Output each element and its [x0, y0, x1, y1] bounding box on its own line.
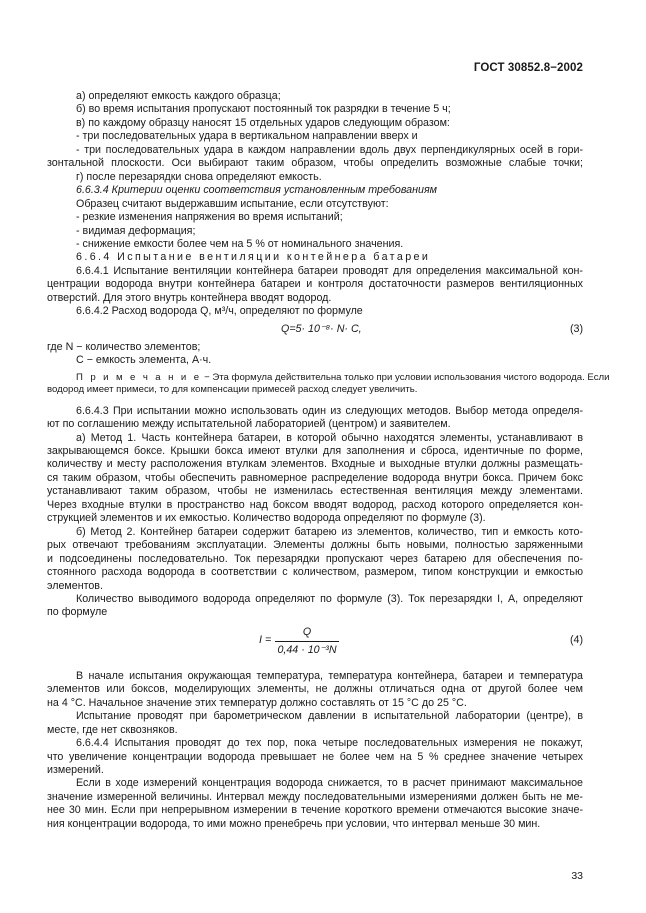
text-line: что увеличение концентрации водорода превышает не более чем на 5 % среднее значение четырех — [47, 750, 583, 763]
formula-3 — [47, 323, 583, 338]
section-heading: 6.6.4 Испытание вентиляции контейнера батареи — [76, 251, 431, 264]
text-line: C − емкость элемента, А·ч. — [76, 354, 212, 367]
text-line: г) после перезарядки снова определяют емкость. — [76, 170, 322, 183]
text-line: а) Метод 1. Часть контейнера батареи, в которой обычно находятся элементы, устанавливают в — [76, 431, 583, 444]
text-line: зонтальной плоскости. Оси выбирают таким образом, чтобы определить возможные слабые точки; — [47, 157, 583, 170]
page-number: 33 — [571, 870, 583, 882]
section-heading: 6.6.3.4 Критерии оценки соответствия установленным требованиям — [76, 184, 437, 197]
formula-4 — [47, 626, 583, 660]
formula-3-expression: Q=5· 10⁻⁸· N· C, — [281, 322, 362, 335]
text-line: - резкие изменения напряжения во время испытаний; — [76, 211, 343, 224]
document-number: ГОСТ 30852.8−2002 — [473, 62, 583, 74]
text-line: струкцией элементов и их емкостью. Количество водорода определяют по формуле (3). — [47, 512, 486, 525]
text-line: Количество выводимого водорода определяют по формуле (3). Ток перезарядки I, А, определяют — [76, 592, 583, 605]
text-line: ся таким образом, чтобы обеспечить равномерное распределение водорода внутри бокса. Причем бокс — [47, 471, 583, 484]
text-line: 6.6.4.3 При испытании можно использовать один из следующих методов. Выбор метода определя- — [76, 404, 583, 417]
text-line: измерений. — [47, 764, 104, 777]
text-line: 6.6.4.1 Испытание вентиляции контейнера батареи проводят для определения максимальной кон- — [76, 264, 583, 277]
text-line: 6.6.4.2 Расход водорода Q, м³/ч, определяют по формуле — [76, 305, 363, 318]
formula-4-lhs: I = — [259, 633, 272, 646]
text-line: - три последовательных удара в вертикальном направлении вверх и — [76, 130, 418, 143]
text-line: элементов. — [47, 579, 103, 592]
text-line: значение измеренной величины. Интервал между последовательными измерениями должен быть не ме- — [47, 790, 583, 803]
text-line: 6.6.4.4 Испытания проводят до тех пор, пока четыре последовательных измерения не покажут, — [76, 737, 583, 750]
text-line: элементов или боксов, моделирующих элементы, не должны отличаться одна от другой более чем — [47, 683, 583, 696]
text-line: - видимая деформация; — [76, 224, 196, 237]
note-text: водород имеет примеси, то для компенсации примесей расход следует увеличить. — [47, 384, 418, 396]
text-line: рых отвечают требованиям эксплуатации. Элементы должны быть новыми, полностью заряженными — [47, 539, 583, 552]
page-body — [47, 90, 610, 831]
text-line: Образец считают выдержавшим испытание, если отсутствуют: — [76, 197, 389, 210]
text-line: Испытание проводят при барометрическом давлении в испытательной лаборатории (центре), в — [76, 710, 583, 723]
text-line: на 4 °C. Начальное значение этих температур должно составлять от 15 °C до 25 °C. — [47, 696, 467, 709]
text-line: б) Метод 2. Контейнер батареи содержит батарею из элементов, количество, тип и емкость кото- — [76, 525, 583, 538]
text-line: в) по каждому образцу наносят 15 отдельных ударов следующим образом: — [76, 116, 450, 129]
text-line: количеству и месту расположения втулкам элементов. Входные и выходные втулки должны размещать- — [47, 458, 583, 471]
note-label: П р и м е ч а н и е — [76, 371, 202, 383]
formula-3-number: (3) — [569, 322, 583, 335]
text-line: б) во время испытания пропускают постоянный ток разрядки в течение 5 ч; — [76, 103, 451, 116]
text-line: устанавливают таким образом, чтобы не изменилась естественная вентиляция между элементами. — [47, 485, 583, 498]
note-text: − Эта формула действительна только при условии использования чистого водорода. Если — [201, 371, 610, 383]
note — [47, 371, 610, 385]
text-line: ния концентрации водорода, то ими можно пренебречь при условии, что интервал меньше 30 мин. — [47, 817, 541, 830]
text-line: стоянного расхода водорода в соответствии с количеством, размером, типом конструкции и емкостью — [47, 566, 583, 579]
text-line: закрывающемся боксе. Крышки бокса имеют втулки для заполнения и сброса, идентичные по форме, — [47, 444, 583, 457]
text-line: а) определяют емкость каждого образца; — [76, 90, 281, 102]
text-line: где N − количество элементов; — [47, 340, 201, 353]
text-line: по формуле — [47, 606, 108, 619]
text-line: В начале испытания окружающая температура, температура контейнера, батареи и температура — [76, 669, 583, 682]
formula-4-denominator: 0,44 · 10⁻³N — [277, 644, 337, 657]
text-line: Через входные втулки в пространство над боксом вводят водород, расход которого определяется кон- — [47, 498, 583, 511]
text-line: месте, где нет сквозняков. — [47, 723, 178, 736]
text-line: - три последовательных удара в каждом направлении вдоль двух перпендикулярных осей в гори- — [76, 143, 583, 156]
text-line: ют по соглашению между испытательной лабораторией (центром) и заявителем. — [47, 418, 451, 431]
formula-4-number: (4) — [569, 633, 583, 646]
text-line: - снижение емкости более чем на 5 % от номинального значения. — [76, 237, 404, 250]
text-line: Если в ходе измерений концентрация водорода снижается, то в расчет принимают максимальное — [76, 777, 583, 790]
formula-4-fraction — [275, 626, 339, 658]
text-line: центрации водорода внутри контейнера батареи и контроля достаточности размеров вентиляционных — [47, 278, 583, 291]
formula-4-numerator: Q — [275, 626, 339, 642]
text-line: нее 30 мин. Если при непрерывном измерении в течение короткого времени отмечаются высокие значе- — [47, 804, 583, 817]
text-line: и подсоединены последовательно. Ток перезарядки пропускают через батарею для обеспечения по- — [47, 552, 583, 565]
text-line: отверстий. Для этого внутрь контейнера вводят водород. — [47, 291, 332, 304]
